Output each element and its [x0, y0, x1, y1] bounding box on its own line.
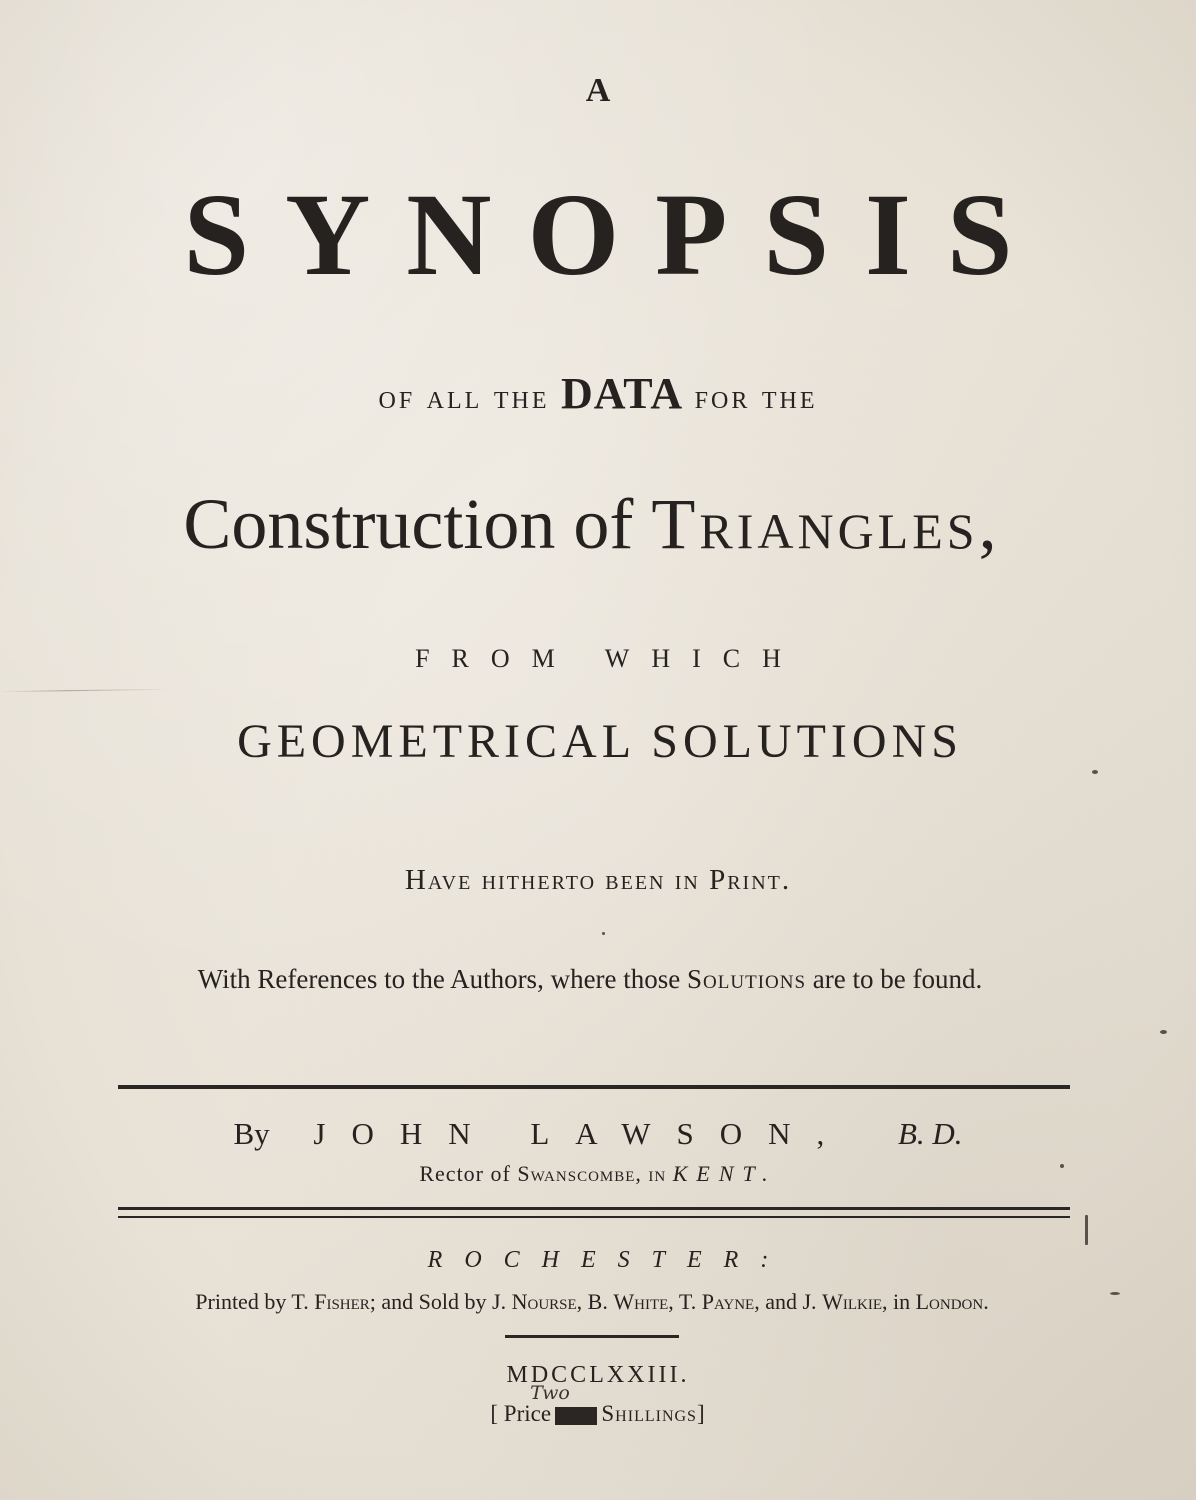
subtitle-post: for the	[694, 379, 818, 416]
ink-speck	[1160, 1030, 1167, 1034]
rule-short	[505, 1335, 679, 1338]
author-line	[0, 1118, 1196, 1149]
imprint-in: in	[892, 1289, 911, 1314]
rector-line	[0, 1163, 1196, 1185]
subtitle-line	[0, 369, 1196, 418]
handwritten-price-correction: Two	[530, 1382, 570, 1404]
price-line	[0, 1401, 1196, 1428]
author-name: JOHN LAWSON,	[313, 1116, 851, 1151]
have-printed-line: Have hitherto been in Print.	[404, 864, 792, 896]
imprint-year: MDCCLXXIII.	[506, 1362, 690, 1388]
rule-top	[118, 1085, 1070, 1089]
rule-double-lower	[118, 1216, 1070, 1218]
author-degree: B. D.	[897, 1116, 963, 1151]
imprint-fisher: Fisher;	[314, 1289, 376, 1314]
geometrical-solutions-line: GEOMETRICAL SOLUTIONS	[237, 715, 963, 768]
from-which-line: FROM WHICH	[415, 644, 803, 673]
imprint-london: London.	[915, 1289, 989, 1314]
references-post: are to be found.	[812, 964, 983, 994]
subtitle-pre: of all the	[378, 379, 550, 416]
construction-text: Construction of	[183, 484, 634, 564]
by-label: By	[233, 1116, 270, 1151]
rule-double-upper	[118, 1207, 1070, 1210]
construction-line	[92, 484, 1092, 564]
price-pre: [ Price	[490, 1401, 552, 1426]
subtitle-emphasis: DATA	[560, 369, 684, 418]
rector-pre: Rector of	[419, 1161, 511, 1186]
imprint-nourse: Nourse,	[511, 1289, 583, 1314]
references-pre: With References to the Authors, where those	[197, 964, 681, 994]
main-title: SYNOPSIS	[183, 169, 1049, 300]
ink-speck	[1085, 1215, 1088, 1245]
imprint-white: White,	[613, 1289, 674, 1314]
imprint-payne: Payne,	[701, 1289, 760, 1314]
ink-speck	[602, 932, 605, 935]
rector-county: KENT.	[672, 1161, 777, 1186]
ink-speck	[1060, 1164, 1064, 1168]
paper-crease	[0, 689, 170, 692]
references-line	[140, 966, 1040, 993]
imprint-wilkie: Wilkie,	[822, 1289, 888, 1314]
imprint-line	[112, 1291, 1072, 1313]
ink-speck	[1092, 770, 1098, 774]
rector-place: Swanscombe, in	[517, 1161, 667, 1186]
price-post: Shillings]	[601, 1401, 706, 1426]
ink-speck	[1110, 1292, 1120, 1295]
imprint-b: B.	[587, 1289, 608, 1314]
imprint-printed-by: Printed by T.	[195, 1289, 309, 1314]
imprint-place: ROCHESTER:	[427, 1247, 791, 1273]
imprint-t: T.	[678, 1289, 697, 1314]
triangles-text: Triangles,	[651, 484, 1001, 564]
price-struck-word: One	[557, 1402, 596, 1428]
imprint-and-j: and J.	[765, 1289, 817, 1314]
references-solutions: Solutions	[687, 964, 807, 994]
imprint-sold-by: and Sold by J.	[381, 1289, 507, 1314]
title-article: A	[585, 72, 611, 109]
